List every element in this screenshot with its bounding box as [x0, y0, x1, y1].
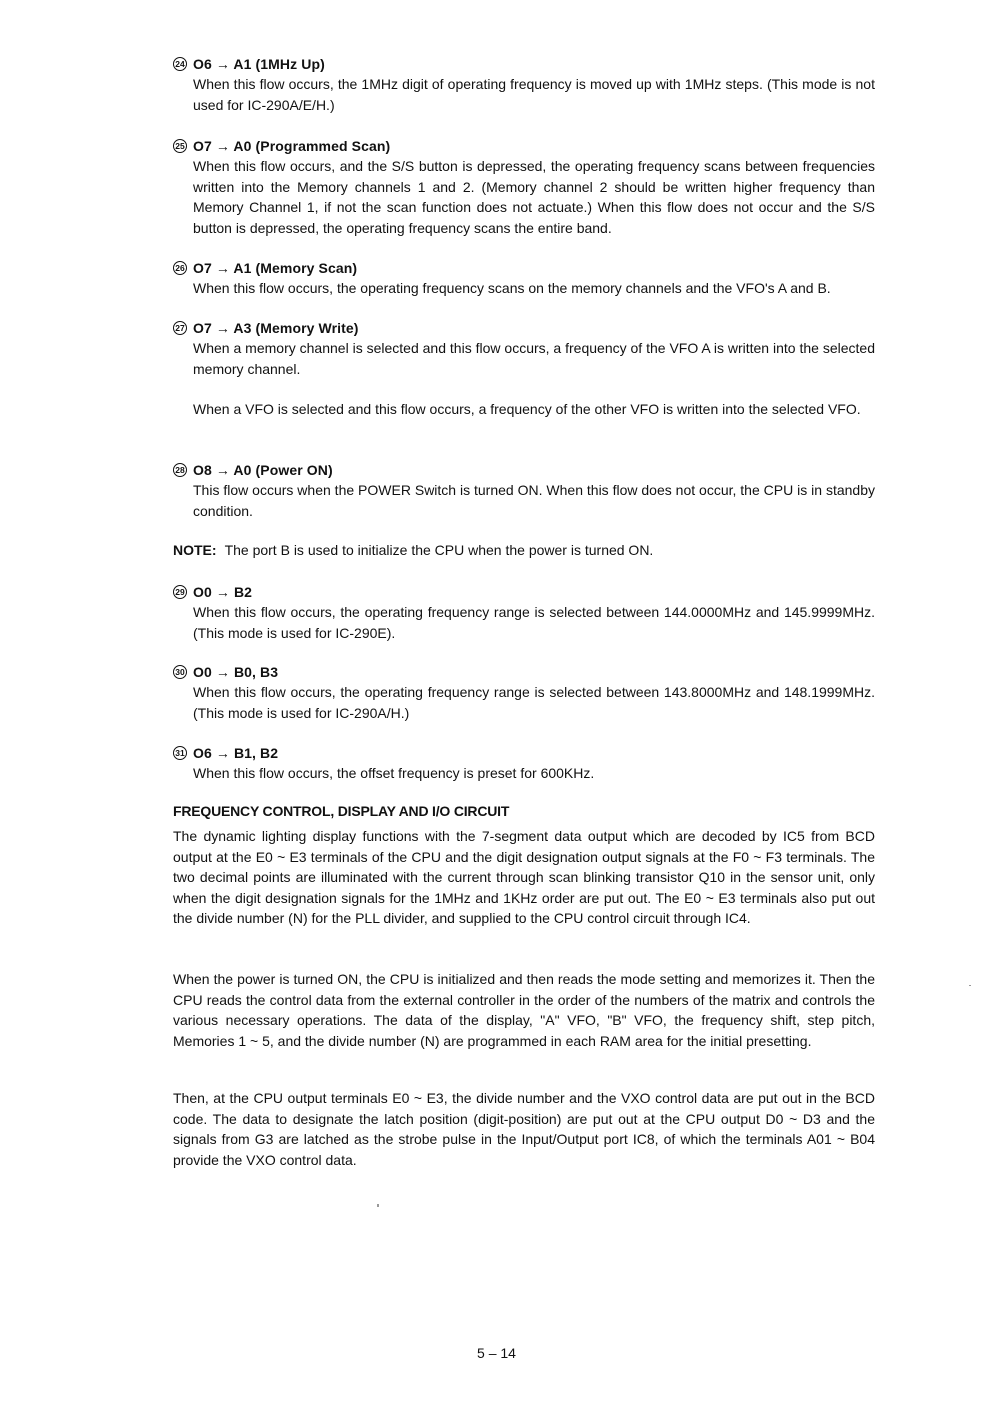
- flow-item-heading: [173, 318, 875, 338]
- flow-item-description: When a VFO is selected and this flow occurs, a frequency of the other VFO is written into the selected VFO.: [193, 401, 861, 417]
- circled-number: 30: [173, 665, 187, 679]
- scan-speck: [969, 985, 971, 986]
- flow-item-title: O0 → B2: [193, 584, 253, 600]
- flow-item-heading: [173, 136, 875, 156]
- note-label: NOTE:: [173, 542, 217, 558]
- circled-number: 24: [173, 57, 187, 71]
- flow-item-heading: [173, 743, 875, 763]
- flow-item-30: [173, 662, 875, 723]
- flow-item-title: O0 → B0, B3: [193, 664, 279, 680]
- flow-item-description: When this flow occurs, the offset frequency is preset for 600KHz.: [193, 765, 595, 781]
- flow-item-description: When a memory channel is selected and this flow occurs, a frequency of the VFO A is written into the selected memory channel.: [193, 340, 875, 377]
- flow-item-heading: [173, 662, 875, 682]
- flow-item-title: O7 → A3 (Memory Write): [193, 320, 359, 336]
- flow-item-heading: [173, 582, 875, 602]
- flow-item-26: [173, 258, 875, 299]
- flow-item-28: [173, 460, 875, 521]
- flow-item-title: O6 → A1 (1MHz Up): [193, 56, 325, 72]
- flow-item-heading: [173, 54, 875, 74]
- section-paragraph: The dynamic lighting display functions with the 7-segment data output which are decoded by IC5 from BCD output at the E0 ~ E3 terminals of the CPU and the digit designation output signals at the F0 ~ F3 terminals. The two decimal points are illuminated with the current through scan blinking transistor Q10 in the sensor unit, only when the digit designation signals for the 1MHz and 1KHz order are put out. The E0 ~ E3 terminals also put out the divide number (N) for the PLL divider, and supplied to the CPU control circuit through IC4.: [173, 828, 875, 926]
- circled-number: 28: [173, 463, 187, 477]
- flow-item-25: [173, 136, 875, 238]
- flow-item-heading: [173, 258, 875, 278]
- flow-item-24: [173, 54, 875, 115]
- flow-item-description: When this flow occurs, the operating frequency range is selected between 144.0000MHz and 145.9999MHz. (This mode is used for IC-290E).: [193, 604, 875, 641]
- flow-item-description: When this flow occurs, the 1MHz digit of operating frequency is moved up with 1MHz steps. (This mode is not used for IC-290A/E/H.): [193, 76, 875, 113]
- section-paragraph: When the power is turned ON, the CPU is initialized and then reads the mode setting and memorizes it. Then the CPU reads the control data from the external controller in the order of the numbers of the matrix and controls the various necessary operations. The data of the display, "A" VFO, "B" VFO, the frequency shift, step pitch, Memories 1 ~ 5, and the divide number (N) are programmed in each RAM area for the initial presetting.: [173, 971, 875, 1049]
- flow-item-description: When this flow occurs, and the S/S button is depressed, the operating frequency scans between frequencies written into the Memory channels 1 and 2. (Memory channel 2 should be written higher frequency than Memory Channel 1, if not the scan function does not actuate.) When this flow does not occur and the S/S button is depressed, the operating frequency scans the entire band.: [193, 158, 875, 236]
- flow-item-29: [173, 582, 875, 643]
- flow-item-description: When this flow occurs, the operating frequency range is selected between 143.8000MHz and 148.1999MHz. (This mode is used for IC-290A/H.): [193, 684, 875, 721]
- flow-item-title: O8 → A0 (Power ON): [193, 462, 333, 478]
- flow-item-31: [173, 743, 875, 784]
- flow-item-description: This flow occurs when the POWER Switch is turned ON. When this flow does not occur, the CPU is in standby condition.: [193, 482, 875, 519]
- page-number: 5 – 14: [477, 1345, 516, 1361]
- scan-speck: [377, 1204, 379, 1207]
- flow-item-description: When this flow occurs, the operating frequency scans on the memory channels and the VFO's A and B.: [193, 280, 831, 296]
- circled-number: 29: [173, 585, 187, 599]
- circled-number: 31: [173, 746, 187, 760]
- flow-item-title: O7 → A0 (Programmed Scan): [193, 138, 391, 154]
- section-paragraph: Then, at the CPU output terminals E0 ~ E3, the divide number and the VXO control data are put out in the BCD code. The data to designate the latch position (digit-position) are put out at the CPU output D0 ~ D3 and the signals from G3 are latched as the strobe pulse in the Input/Output port IC8, of which the terminals A01 ~ B04 provide the VXO control data.: [173, 1090, 875, 1168]
- flow-item-title: O7 → A1 (Memory Scan): [193, 260, 358, 276]
- note: [173, 540, 875, 561]
- flow-item-27: [173, 318, 875, 420]
- circled-number: 25: [173, 139, 187, 153]
- circled-number: 27: [173, 321, 187, 335]
- flow-item-title: O6 → B1, B2: [193, 745, 279, 761]
- circled-number: 26: [173, 261, 187, 275]
- section-heading: FREQUENCY CONTROL, DISPLAY AND I/O CIRCUIT: [173, 803, 510, 819]
- note-text: The port B is used to initialize the CPU when the power is turned ON.: [224, 542, 654, 558]
- flow-item-heading: [173, 460, 875, 480]
